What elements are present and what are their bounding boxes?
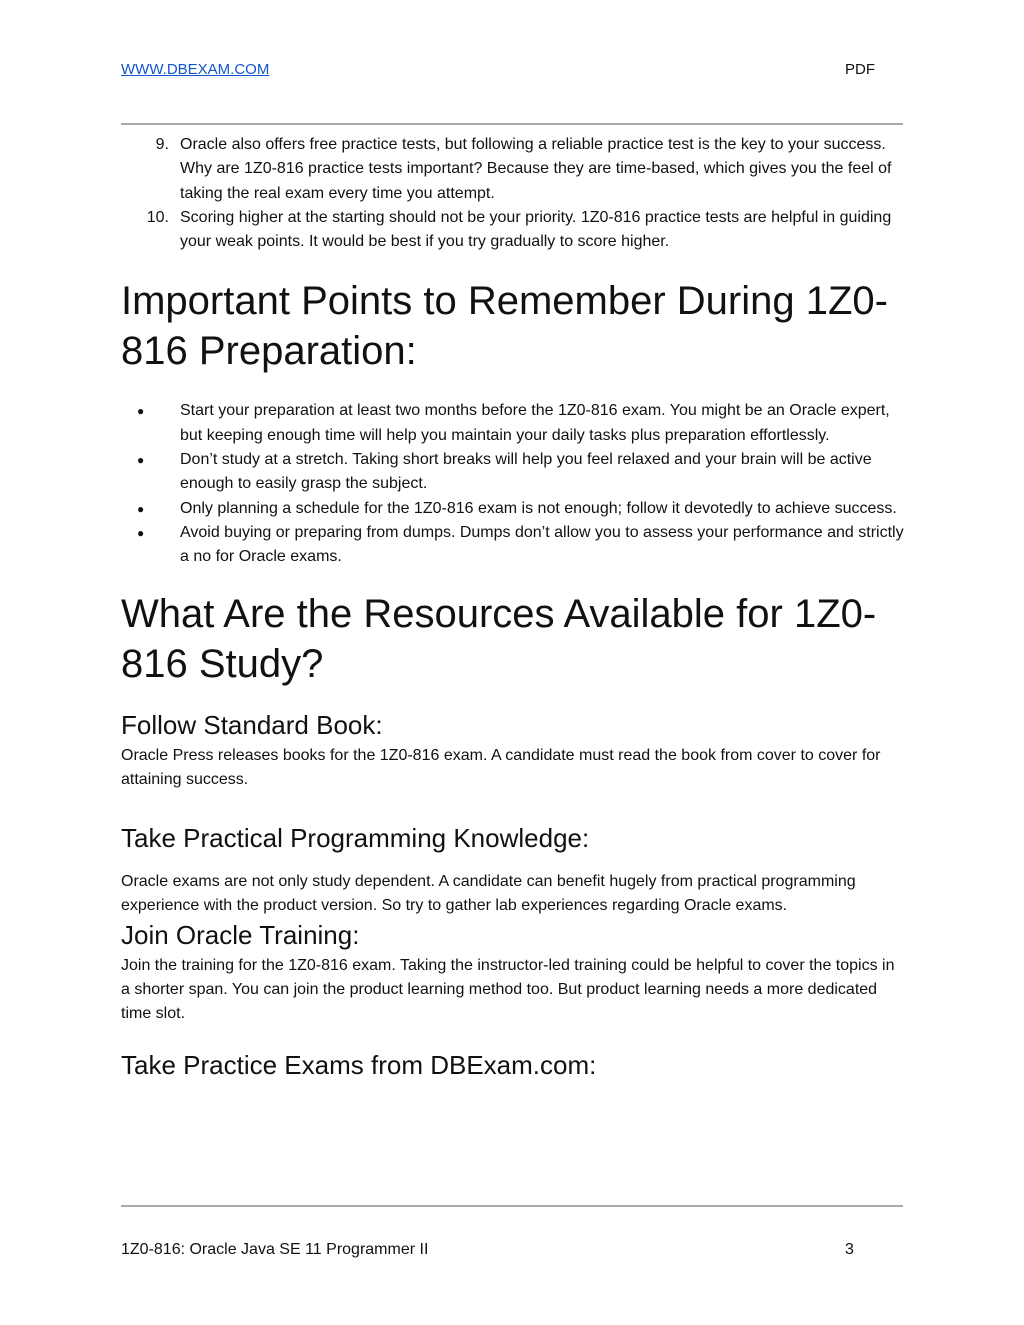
page-content bbox=[121, 133, 906, 1081]
format-label: PDF bbox=[845, 61, 875, 78]
resources-heading bbox=[121, 589, 906, 689]
heading-line-2: 816 Study? bbox=[121, 641, 324, 686]
numbered-list bbox=[121, 133, 906, 254]
bullet-text: Start your preparation at least two months before the 1Z0-816 exam. You might be an Oracle expert, but keeping enough time will help you maintain your daily tasks plus preparation effortlessly. bbox=[180, 402, 890, 444]
bullet-icon: ● bbox=[137, 453, 145, 468]
page-number: 3 bbox=[845, 1241, 854, 1258]
heading-line-2: 816 Preparation: bbox=[121, 329, 417, 374]
subsection-body-training: Join the training for the 1Z0-816 exam. Taking the instructor-led training could be helpful to cover the topics in a shorter span. You can join the product learning method too. But product learning needs a more dedicated time slot. bbox=[121, 956, 895, 1023]
bullet-text: Avoid buying or preparing from dumps. Dumps don’t allow you to assess your performance and strictly a no for Oracle exams. bbox=[180, 523, 904, 566]
list-number: 10. bbox=[146, 208, 169, 226]
bullet-item bbox=[121, 399, 906, 448]
list-item bbox=[121, 206, 906, 255]
subsection-heading-book: Follow Standard Book: bbox=[121, 709, 383, 740]
bullet-item bbox=[121, 448, 906, 497]
footer-divider bbox=[121, 1205, 903, 1207]
subsection-heading-training: Join Oracle Training: bbox=[121, 919, 360, 950]
bullet-item bbox=[121, 521, 906, 570]
important-points-list bbox=[121, 399, 906, 569]
site-link[interactable]: WWW.DBEXAM.COM bbox=[121, 61, 270, 78]
subsection-body-book: Oracle Press releases books for the 1Z0-816 exam. A candidate must read the book from cover to cover for attaining success. bbox=[121, 746, 881, 788]
bullet-text: Don’t study at a stretch. Taking short breaks will help you feel relaxed and your brain will be active enough to easily grasp the subject. bbox=[180, 451, 872, 493]
footer-doc-title: 1Z0-816: Oracle Java SE 11 Programmer II bbox=[121, 1241, 429, 1258]
bullet-icon: ● bbox=[137, 501, 145, 516]
subsection-heading-practice-exams: Take Practice Exams from DBExam.com: bbox=[121, 1049, 597, 1080]
header-divider bbox=[121, 123, 903, 125]
heading-line-1: Important Points to Remember During 1Z0- bbox=[121, 279, 888, 324]
subsection-body-programming: Oracle exams are not only study dependent. A candidate can benefit hugely from practical programming experience with the product version. So try to gather lab experiences regarding Oracle exams. bbox=[121, 873, 856, 915]
bullet-text: Only planning a schedule for the 1Z0-816 exam is not enough; follow it devotedly to achieve success. bbox=[180, 499, 897, 517]
bullet-item bbox=[121, 497, 906, 521]
subsection-heading-programming: Take Practical Programming Knowledge: bbox=[121, 823, 590, 854]
list-item bbox=[121, 133, 906, 206]
important-points-heading bbox=[121, 276, 906, 376]
list-number: 9. bbox=[155, 136, 169, 153]
bullet-icon: ● bbox=[137, 404, 145, 419]
heading-line-1: What Are the Resources Available for 1Z0- bbox=[121, 591, 877, 636]
list-item-text: Oracle also offers free practice tests, but following a reliable practice test is the key to your success. Why are 1Z0-816 practice tests important? Because they are time-based, which gives you the feel of taking the real exam every time you attempt. bbox=[180, 136, 892, 202]
list-item-text: Scoring higher at the starting should not be your priority. 1Z0-816 practice tests are helpful in guiding your weak points. It would be best if you try gradually to score higher. bbox=[180, 208, 892, 251]
bullet-icon: ● bbox=[137, 525, 145, 540]
